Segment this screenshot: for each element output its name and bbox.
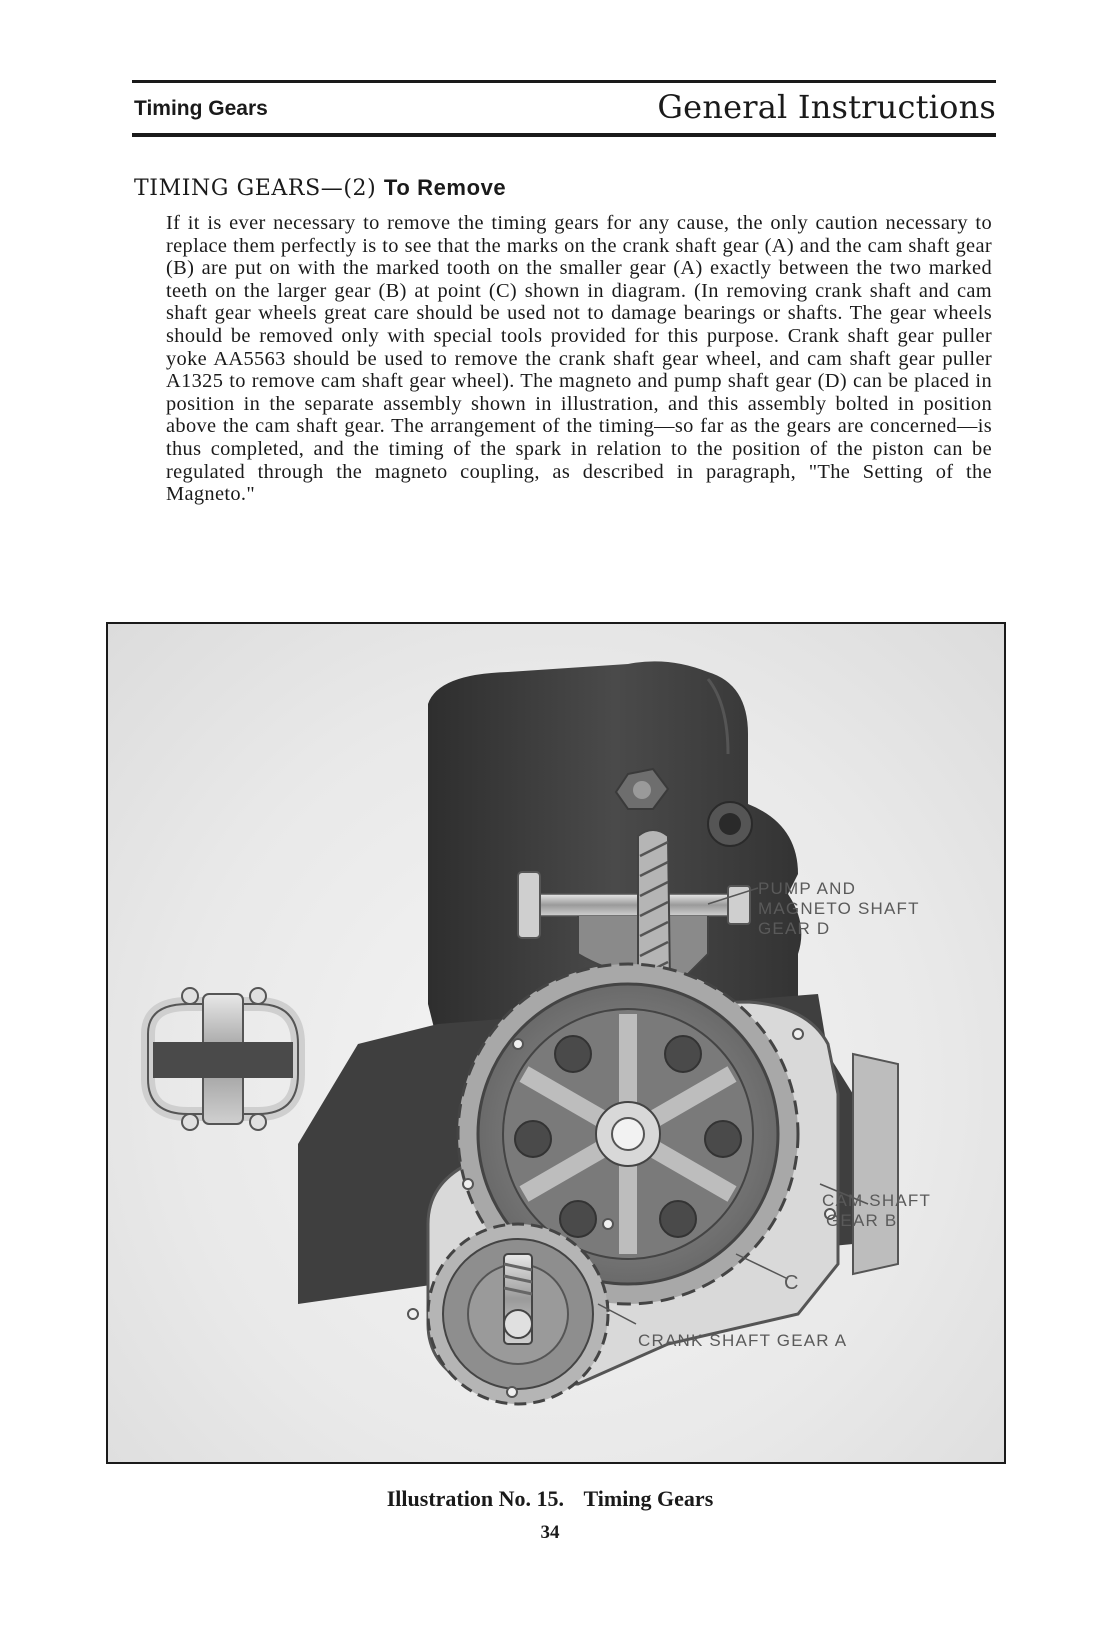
coupling-flange [518,872,540,938]
label-pump-line1: PUMP AND [758,879,857,898]
section-title-prefix: TIMING GEARS—(2) [134,176,377,201]
label-cam-line1: CAM SHAFT [822,1191,932,1210]
section-title [134,175,506,201]
engine-drawing [108,624,1006,1464]
running-head-right: General Instructions [657,88,996,126]
magneto-shaft [538,894,728,916]
running-head-left: Timing Gears [134,97,268,120]
caption-title: Timing Gears [583,1486,714,1511]
label-cam-line2: GEAR B [826,1211,898,1230]
crank-shaft-gear-a [428,1224,608,1404]
label-pump-line3: GEAR D [758,919,831,938]
label-point-c: C [784,1272,800,1294]
header-bottom-rule [132,133,996,137]
section-title-suffix: To Remove [383,175,507,200]
label-pump-line2: MAGNETO SHAFT [758,899,920,918]
figure-caption [0,1486,1100,1512]
header-top-rule [132,80,996,83]
magneto-coupling [148,988,298,1130]
timing-gears-illustration [106,622,1006,1464]
page-number: 34 [540,1522,560,1543]
caption-number: Illustration No. 15. [386,1486,564,1511]
body-paragraph: If it is ever necessary to remove the timing gears for any cause, the only caution necessary to replace them perfectly is to see that the marks on the crank shaft gear (A) and the cam shaft gear (B) are put on with the marked tooth on the smaller gear (A) exactly between the two marked teeth on the larger gear (B) at point (C) shown in diagram. (In removing crank shaft and cam shaft gear wheels great care should be used not to damage bearings or shafts. The gear wheels should be removed only with special tools provided for this purpose. Crank shaft gear puller yoke AA5563 should be used to remove the crank shaft gear wheel, and cam shaft gear puller A1325 to remove cam shaft gear wheel). The magneto and pump shaft gear (D) can be placed in position in the separate assembly shown in illustration, and this assembly bolted in position above the cam shaft gear. The arrangement of the timing—so far as the gears are concerned—is thus completed, and the timing of the spark in relation to the position of the piston can be regulated through the magneto coupling, as described in paragraph, "The Setting of the Magneto." [166,212,992,506]
label-crank-gear: CRANK SHAFT GEAR A [638,1331,848,1350]
